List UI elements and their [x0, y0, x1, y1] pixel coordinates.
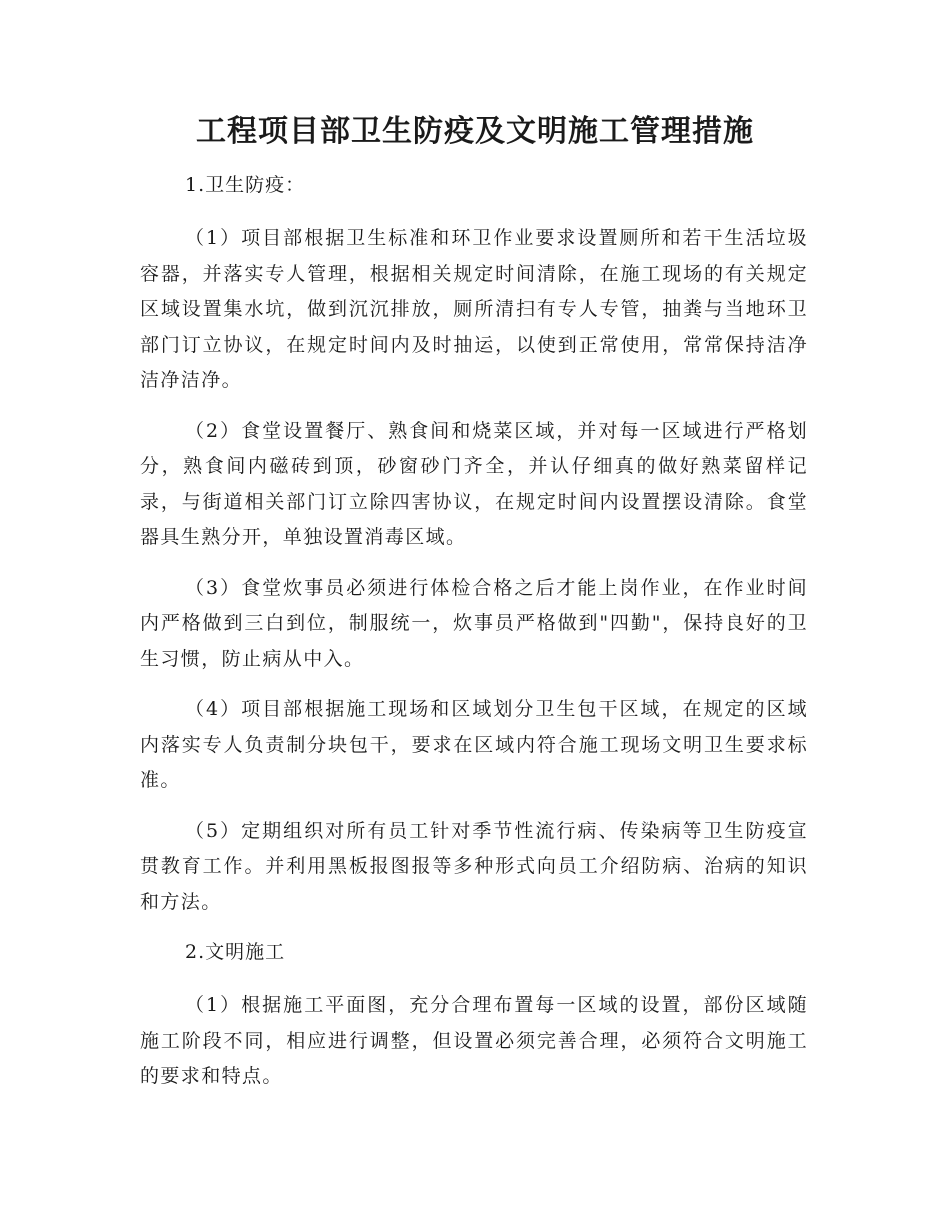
document-title: 工程项目部卫生防疫及文明施工管理措施 [196, 114, 754, 149]
section-heading: 2.文明施工 [185, 941, 286, 963]
paragraph: （2）食堂设置餐厅、熟食间和烧菜区域，并对每一区域进行严格划分，熟食间内磁砖到顶，砂窗砂门齐全，并认仔细真的做好熟菜留样记录，与街道相关部门订立除四害协议，在规定时间内设置摆设清除。食堂器具生熟分开，单独设置消毒区域。 [140, 419, 808, 548]
paragraph: （1）根据施工平面图，充分合理布置每一区域的设置，部份区域随施工阶段不同，相应进行调整，但设置必须完善合理，必须符合文明施工的要求和特点。 [140, 994, 808, 1087]
section-heading: 1.卫生防疫： [185, 174, 306, 196]
paragraph: （5）定期组织对所有员工针对季节性流行病、传染病等卫生防疫宣贯教育工作。并利用黑板报图报等多种形式向员工介绍防病、治病的知识和方法。 [140, 819, 808, 913]
document-body [140, 168, 808, 1110]
paragraph: （4）项目部根据施工现场和区域划分卫生包干区域，在规定的区域内落实专人负责制分块包干，要求在区域内符合施工现场文明卫生要求标准。 [140, 698, 808, 791]
paragraph: （3）食堂炊事员必须进行体检合格之后才能上岗作业，在作业时间内严格做到三白到位，制服统一，炊事员严格做到"四勤"，保持良好的卫生习惯，防止病从中入。 [140, 576, 808, 670]
section-hygiene [140, 168, 808, 920]
section-civilized-construction [140, 935, 808, 1095]
paragraph: （1）项目部根据卫生标准和环卫作业要求设置厕所和若干生活垃圾容器，并落实专人管理，根据相关规定时间清除，在施工现场的有关规定区域设置集水坑，做到沉沉排放，厕所清扫有专人专管，抽粪与当地环卫部门订立协议，在规定时间内及时抽运，以使到正常使用，常常保持洁净洁净洁净。 [140, 227, 808, 391]
